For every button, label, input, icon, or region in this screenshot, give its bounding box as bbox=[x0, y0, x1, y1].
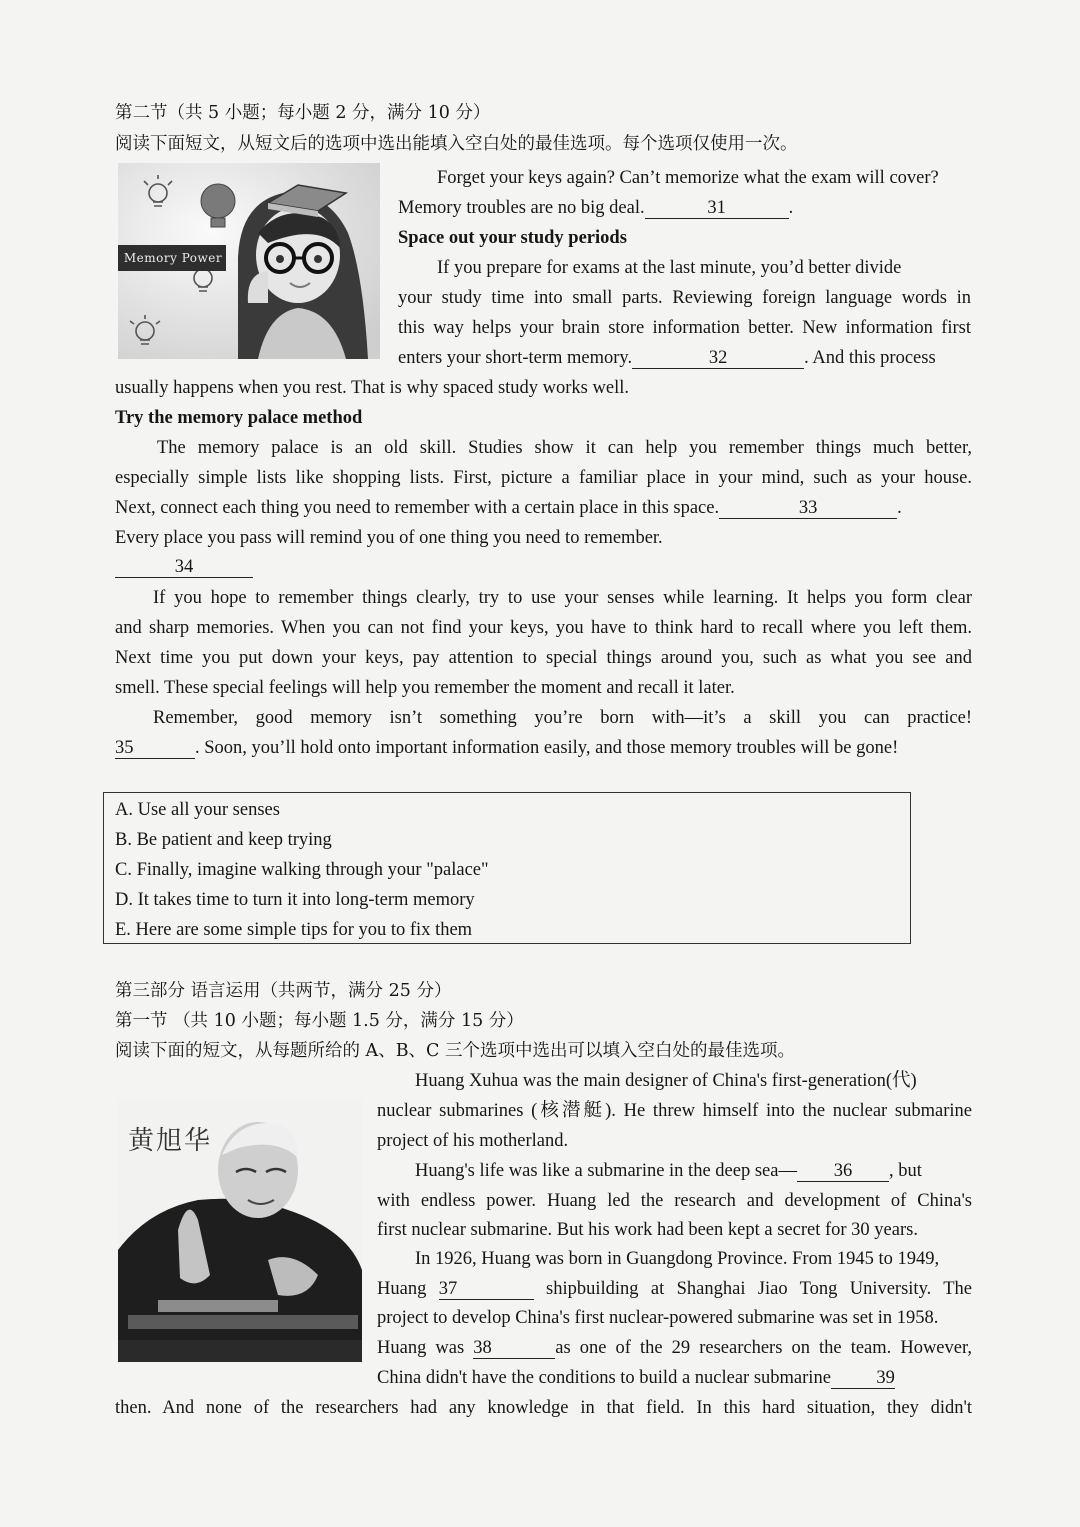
text-span: , but bbox=[888, 1161, 922, 1181]
text-span: as one of the 29 researchers on the team. However, bbox=[555, 1338, 973, 1358]
answer-blank-35: 35 bbox=[115, 738, 195, 759]
text-line: nuclear submarines (核潜艇). He threw himself into the nuclear submarine bbox=[377, 1101, 972, 1121]
text-span: Next, connect each thing you need to remember with a certain place in this space. bbox=[115, 498, 720, 518]
text-span: Memory troubles are no big deal. bbox=[398, 198, 645, 218]
text-line: then. And none of the researchers had any knowledge in that field. In this hard situation, they didn't bbox=[115, 1398, 972, 1418]
text-line bbox=[377, 1366, 895, 1390]
option-b: B. Be patient and keep trying bbox=[115, 830, 332, 850]
text-line: project of his motherland. bbox=[377, 1131, 569, 1151]
option-c: C. Finally, imagine walking through your "palace" bbox=[115, 860, 489, 880]
photo-caption: 黄旭华 bbox=[128, 1126, 213, 1156]
text-line bbox=[415, 1159, 922, 1183]
answer-blank-36: 36 bbox=[797, 1161, 889, 1182]
text-line: usually happens when you rest. That is why spaced study works well. bbox=[115, 378, 629, 398]
text-line: If you prepare for exams at the last minute, you’d better divide bbox=[437, 258, 902, 278]
text-line: In 1926, Huang was born in Guangdong Province. From 1945 to 1949, bbox=[415, 1249, 940, 1269]
option-a: A. Use all your senses bbox=[115, 800, 280, 820]
answer-blank-37: 37 bbox=[439, 1279, 534, 1300]
text-line bbox=[398, 196, 793, 220]
answer-blank-33: 33 bbox=[719, 498, 897, 519]
text-span: shipbuilding at Shanghai Jiao Tong University. The bbox=[546, 1279, 973, 1299]
text-line: and sharp memories. When you can not find your keys, you have to think hard to recall where you left them. bbox=[115, 618, 972, 638]
option-d: D. It takes time to turn it into long-term memory bbox=[115, 890, 475, 910]
text-span: enters your short-term memory. bbox=[398, 348, 633, 368]
text-span: Huang bbox=[377, 1279, 427, 1299]
text-line: Huang Xuhua was the main designer of China's first-generation(代) bbox=[415, 1071, 917, 1091]
text-span: . And this process bbox=[804, 348, 936, 368]
answer-blank-31: 31 bbox=[645, 198, 789, 219]
answer-blank-34: 34 bbox=[115, 557, 253, 578]
text-line: this way helps your brain store information better. New information first bbox=[398, 318, 971, 338]
text-span: . bbox=[897, 498, 902, 518]
text-line: with endless power. Huang led the research and development of China's bbox=[377, 1191, 972, 1211]
huang-xuhua-photo bbox=[118, 1100, 362, 1362]
text-line: project to develop China's first nuclear-powered submarine was set in 1958. bbox=[377, 1308, 939, 1328]
text-line: Next time you put down your keys, pay attention to special things around you, such as what you see and bbox=[115, 648, 972, 668]
section-heading: 第二节（共 5 小题；每小题 2 分，满分 10 分） bbox=[115, 103, 491, 123]
text-line bbox=[115, 736, 898, 760]
text-span: Huang's life was like a submarine in the deep sea— bbox=[415, 1161, 797, 1181]
text-line: Remember, good memory isn’t something you’re born with—it’s a skill you can practice! bbox=[153, 708, 972, 728]
text-line bbox=[377, 1336, 972, 1360]
text-line: smell. These special feelings will help you remember the moment and recall it later. bbox=[115, 678, 735, 698]
text-span: Huang was bbox=[377, 1338, 465, 1358]
text-line bbox=[398, 346, 936, 370]
text-line bbox=[115, 555, 253, 579]
text-line bbox=[377, 1277, 972, 1301]
text-line: your study time into small parts. Reviewing foreign language words in bbox=[398, 288, 971, 308]
section-instruction: 阅读下面短文，从短文后的选项中选出能填入空白处的最佳选项。每个选项仅使用一次。 bbox=[115, 134, 798, 154]
section-heading: 第一节 （共 10 小题；每小题 1.5 分，满分 15 分） bbox=[115, 1011, 524, 1031]
text-line: The memory palace is an old skill. Studies show it can help you remember things much better, bbox=[157, 438, 972, 458]
section-instruction: 阅读下面的短文，从每题所给的 A、B、C 三个选项中选出可以填入空白处的最佳选项。 bbox=[115, 1041, 796, 1061]
answer-blank-38: 38 bbox=[473, 1338, 555, 1359]
option-e: E. Here are some simple tips for you to fix them bbox=[115, 920, 473, 940]
image-label: Memory Power bbox=[123, 251, 223, 265]
answer-blank-39: 39 bbox=[831, 1368, 895, 1389]
subheading: Space out your study periods bbox=[398, 228, 627, 248]
text-line: Forget your keys again? Can’t memorize what the exam will cover? bbox=[437, 168, 939, 188]
answer-blank-32: 32 bbox=[632, 348, 804, 369]
text-line bbox=[115, 496, 902, 520]
text-line: first nuclear submarine. But his work had been kept a secret for 30 years. bbox=[377, 1220, 918, 1240]
text-span: . Soon, you’ll hold onto important information easily, and those memory troubles will be gone! bbox=[195, 738, 899, 758]
text-line: If you hope to remember things clearly, try to use your senses while learning. It helps you form clear bbox=[153, 588, 972, 608]
memory-girl-image bbox=[118, 163, 380, 359]
text-span: China didn't have the conditions to build a nuclear submarine bbox=[377, 1368, 831, 1388]
text-line: especially simple lists like shopping lists. First, picture a familiar place in your mind, such as your house. bbox=[115, 468, 972, 488]
part-heading: 第三部分 语言运用（共两节，满分 25 分） bbox=[115, 981, 452, 1001]
text-line: Every place you pass will remind you of one thing you need to remember. bbox=[115, 528, 663, 548]
text-span: . bbox=[788, 198, 794, 218]
subheading: Try the memory palace method bbox=[115, 408, 363, 428]
